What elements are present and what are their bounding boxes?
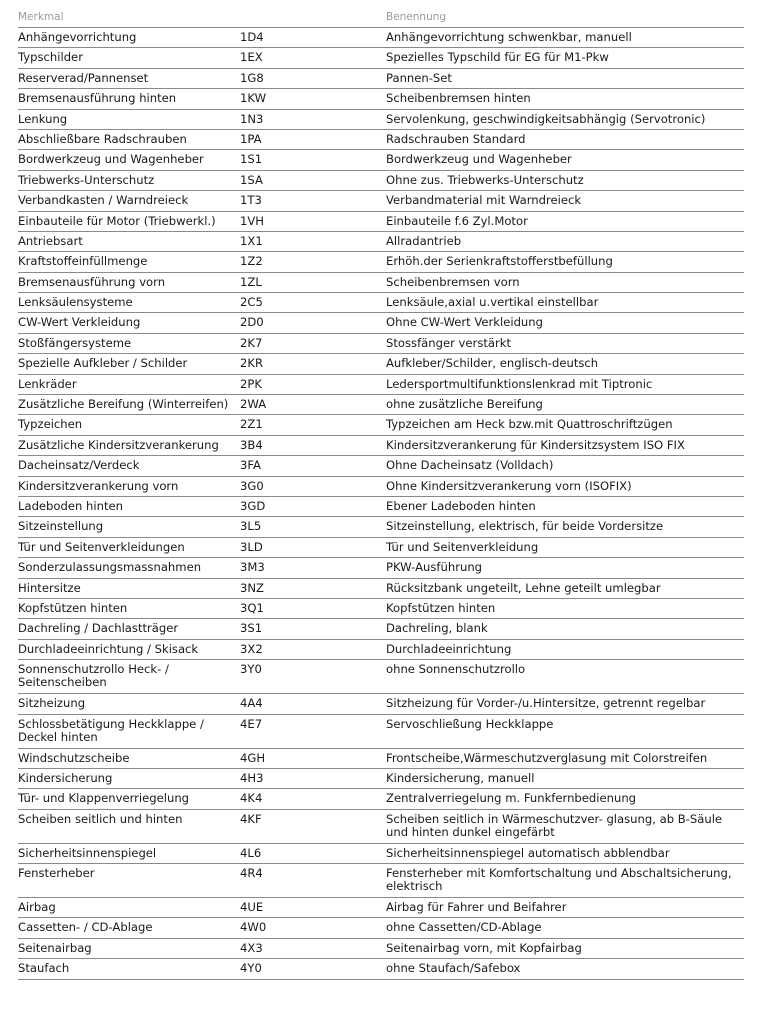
header-merkmal: Merkmal: [18, 11, 64, 23]
table-row: [18, 599, 744, 619]
benennung-cell: Ebener Ladeboden hinten: [386, 498, 536, 513]
code-cell: 4KF: [240, 811, 262, 826]
benennung-cell: Typzeichen am Heck bzw.mit Quattroschriftzügen: [386, 417, 673, 432]
benennung-cell: Ohne zus. Triebwerks-Unterschutz: [386, 172, 584, 187]
code-cell: 3M3: [240, 560, 265, 575]
table-row: [18, 232, 744, 252]
table-row: [18, 660, 744, 694]
merkmal-cell: Dacheinsatz/Verdeck: [18, 458, 140, 473]
code-cell: 1X1: [240, 233, 263, 248]
code-cell: 1KW: [240, 91, 267, 106]
benennung-cell: Scheiben seitlich in Wärmeschutzver- glasung, ab B-Säule und hinten dunkel eingefärbt: [386, 811, 723, 839]
table-header: [18, 7, 744, 28]
table-row: [18, 89, 744, 109]
merkmal-cell: Bremsenausführung hinten: [18, 91, 177, 106]
code-cell: 1Z2: [240, 254, 263, 269]
benennung-cell: PKW-Ausführung: [386, 560, 483, 575]
code-cell: 3FA: [240, 458, 261, 473]
benennung-cell: Sitzheizung für Vorder-/u.Hintersitze, getrennt regelbar: [386, 696, 706, 711]
code-cell: 3S1: [240, 621, 263, 636]
code-cell: 3G0: [240, 478, 264, 493]
code-cell: 2KR: [240, 356, 264, 371]
merkmal-cell: Kindersicherung: [18, 770, 113, 785]
merkmal-cell: Einbauteile für Motor (Triebwerkl.): [18, 213, 216, 228]
benennung-cell: Seitenairbag vorn, mit Kopfairbag: [386, 940, 582, 955]
code-cell: 2K7: [240, 335, 263, 350]
merkmal-cell: Sitzeinstellung: [18, 519, 104, 534]
code-cell: 1N3: [240, 111, 264, 126]
table-row: [18, 640, 744, 660]
code-cell: 2D0: [240, 315, 264, 330]
code-cell: 4K4: [240, 791, 263, 806]
benennung-cell: Kopfstützen hinten: [386, 600, 496, 615]
benennung-cell: Ohne Kindersitzverankerung vorn (ISOFIX): [386, 478, 632, 493]
benennung-cell: Ohne Dacheinsatz (Volldach): [386, 458, 554, 473]
code-cell: 3Y0: [240, 662, 262, 677]
code-cell: 4E7: [240, 716, 263, 731]
merkmal-cell: Sicherheitsinnenspiegel: [18, 845, 157, 860]
merkmal-cell: Antriebsart: [18, 233, 83, 248]
benennung-cell: Rücksitzbank ungeteilt, Lehne geteilt umlegbar: [386, 580, 661, 595]
table-row: [18, 28, 744, 48]
merkmal-cell: Seitenairbag: [18, 940, 92, 955]
table-row: [18, 789, 744, 809]
benennung-cell: Zentralverriegelung m. Funkfernbedienung: [386, 791, 637, 806]
merkmal-cell: Dachreling / Dachlastträger: [18, 621, 179, 636]
merkmal-cell: Cassetten- / CD-Ablage: [18, 920, 153, 935]
table-row: [18, 517, 744, 537]
code-cell: 1VH: [240, 213, 265, 228]
table-row: [18, 497, 744, 517]
benennung-cell: Einbauteile f.6 Zyl.Motor: [386, 213, 528, 228]
code-cell: 2PK: [240, 376, 262, 391]
merkmal-cell: Lenkung: [18, 111, 68, 126]
code-cell: 3B4: [240, 437, 263, 452]
table-row: [18, 579, 744, 599]
merkmal-cell: Windschutzscheibe: [18, 750, 130, 765]
merkmal-cell: Abschließbare Radschrauben: [18, 131, 187, 146]
merkmal-cell: Tür- und Klappenverriegelung: [18, 791, 190, 806]
code-cell: 4R4: [240, 866, 263, 881]
merkmal-cell: Lenkräder: [18, 376, 77, 391]
benennung-cell: Durchladeeinrichtung: [386, 641, 512, 656]
table-row: [18, 415, 744, 435]
code-cell: 2C5: [240, 295, 263, 310]
table-row: [18, 959, 744, 979]
benennung-cell: Kindersitzverankerung für Kindersitzsystem ISO FIX: [386, 437, 685, 452]
table-row: [18, 844, 744, 864]
table-row: [18, 252, 744, 272]
benennung-cell: Verbandmaterial mit Warndreieck: [386, 193, 582, 208]
merkmal-cell: Spezielle Aufkleber / Schilder: [18, 356, 188, 371]
merkmal-cell: CW-Wert Verkleidung: [18, 315, 141, 330]
benennung-cell: Radschrauben Standard: [386, 131, 526, 146]
merkmal-cell: Tür und Seitenverkleidungen: [18, 539, 185, 554]
merkmal-cell: Zusätzliche Bereifung (Winterreifen): [18, 397, 229, 412]
table-row: [18, 48, 744, 68]
benennung-cell: Dachreling, blank: [386, 621, 488, 636]
table-row: [18, 354, 744, 374]
code-cell: 4H3: [240, 770, 264, 785]
benennung-cell: Stossfänger verstärkt: [386, 335, 512, 350]
table-row: [18, 375, 744, 395]
table-row: [18, 395, 744, 415]
benennung-cell: Sitzeinstellung, elektrisch, für beide Vordersitze: [386, 519, 664, 534]
code-cell: 1SA: [240, 172, 263, 187]
equipment-table: [18, 7, 744, 980]
code-cell: 1S1: [240, 152, 263, 167]
code-cell: 1ZL: [240, 274, 262, 289]
code-cell: 1EX: [240, 50, 263, 65]
benennung-cell: Lenksäule,axial u.vertikal einstellbar: [386, 295, 599, 310]
table-row: [18, 619, 744, 639]
merkmal-cell: Fensterheber: [18, 866, 95, 881]
code-cell: 1T3: [240, 193, 262, 208]
benennung-cell: Bordwerkzeug und Wagenheber: [386, 152, 572, 167]
code-cell: 2WA: [240, 397, 267, 412]
table-row: [18, 293, 744, 313]
merkmal-cell: Durchladeeinrichtung / Skisack: [18, 641, 199, 656]
code-cell: 3Q1: [240, 600, 264, 615]
benennung-cell: Spezielles Typschild für EG für M1-Pkw: [386, 50, 609, 65]
benennung-cell: ohne Sonnenschutzrollo: [386, 662, 526, 677]
merkmal-cell: Kopfstützen hinten: [18, 600, 128, 615]
merkmal-cell: Hintersitze: [18, 580, 81, 595]
table-row: [18, 477, 744, 497]
benennung-cell: Erhöh.der Serienkraftstofferstbefüllung: [386, 254, 613, 269]
benennung-cell: Ohne CW-Wert Verkleidung: [386, 315, 543, 330]
merkmal-cell: Staufach: [18, 961, 70, 976]
merkmal-cell: Airbag: [18, 900, 56, 915]
table-row: [18, 769, 744, 789]
code-cell: 3L5: [240, 519, 262, 534]
benennung-cell: Kindersicherung, manuell: [386, 770, 535, 785]
table-row: [18, 130, 744, 150]
code-cell: 4GH: [240, 750, 266, 765]
benennung-cell: Allradantrieb: [386, 233, 462, 248]
merkmal-cell: Anhängevorrichtung: [18, 30, 137, 44]
merkmal-cell: Schlossbetätigung Heckklappe / Deckel hinten: [18, 716, 204, 744]
benennung-cell: Anhängevorrichtung schwenkbar, manuell: [386, 30, 632, 44]
benennung-cell: Servoschließung Heckklappe: [386, 716, 554, 731]
merkmal-cell: Sonnenschutzrollo Heck- / Seitenscheiben: [18, 662, 169, 690]
table-row: [18, 171, 744, 191]
merkmal-cell: Scheiben seitlich und hinten: [18, 811, 183, 826]
table-row: [18, 810, 744, 844]
code-cell: 3X2: [240, 641, 263, 656]
merkmal-cell: Ladeboden hinten: [18, 498, 123, 513]
code-cell: 1PA: [240, 131, 262, 146]
table-row: [18, 864, 744, 898]
benennung-cell: ohne Staufach/Safebox: [386, 961, 521, 976]
benennung-cell: Aufkleber/Schilder, englisch-deutsch: [386, 356, 599, 371]
table-row: [18, 918, 744, 938]
table-row: [18, 538, 744, 558]
benennung-cell: Tür und Seitenverkleidung: [386, 539, 539, 554]
benennung-cell: Frontscheibe,Wärmeschutzverglasung mit Colorstreifen: [386, 750, 708, 765]
table-row: [18, 749, 744, 769]
table-body: [18, 28, 744, 980]
merkmal-cell: Bordwerkzeug und Wagenheber: [18, 152, 204, 167]
merkmal-cell: Typschilder: [18, 50, 83, 65]
merkmal-cell: Sitzheizung: [18, 696, 86, 711]
benennung-cell: ohne zusätzliche Bereifung: [386, 397, 543, 412]
code-cell: 1D4: [240, 30, 264, 44]
code-cell: 4X3: [240, 940, 263, 955]
benennung-cell: Fensterheber mit Komfortschaltung und Abschaltsicherung, elektrisch: [386, 866, 732, 894]
code-cell: 4UE: [240, 900, 264, 915]
merkmal-cell: Kindersitzverankerung vorn: [18, 478, 179, 493]
table-row: [18, 939, 744, 959]
merkmal-cell: Kraftstoffeinfüllmenge: [18, 254, 148, 269]
benennung-cell: Sicherheitsinnenspiegel automatisch abblendbar: [386, 845, 670, 860]
merkmal-cell: Reserverad/Pannenset: [18, 70, 149, 85]
table-row: [18, 436, 744, 456]
code-cell: 1G8: [240, 70, 264, 85]
table-row: [18, 191, 744, 211]
merkmal-cell: Zusätzliche Kindersitzverankerung: [18, 437, 219, 452]
code-cell: 3GD: [240, 498, 266, 513]
benennung-cell: Pannen-Set: [386, 70, 452, 85]
table-row: [18, 313, 744, 333]
table-row: [18, 715, 744, 749]
table-row: [18, 694, 744, 714]
benennung-cell: Airbag für Fahrer und Beifahrer: [386, 900, 567, 915]
code-cell: 3LD: [240, 539, 263, 554]
table-row: [18, 334, 744, 354]
table-row: [18, 69, 744, 89]
benennung-cell: ohne Cassetten/CD-Ablage: [386, 920, 542, 935]
benennung-cell: Servolenkung, geschwindigkeitsabhängig (Servotronic): [386, 111, 706, 126]
merkmal-cell: Stoßfängersysteme: [18, 335, 132, 350]
merkmal-cell: Lenksäulensysteme: [18, 295, 133, 310]
table-row: [18, 212, 744, 232]
table-row: [18, 898, 744, 918]
merkmal-cell: Verbandkasten / Warndreieck: [18, 193, 189, 208]
code-cell: 4W0: [240, 920, 267, 935]
table-row: [18, 110, 744, 130]
merkmal-cell: Bremsenausführung vorn: [18, 274, 166, 289]
merkmal-cell: Sonderzulassungsmassnahmen: [18, 560, 202, 575]
benennung-cell: Ledersportmultifunktionslenkrad mit Tiptronic: [386, 376, 653, 391]
code-cell: 4Y0: [240, 961, 262, 976]
code-cell: 2Z1: [240, 417, 263, 432]
table-row: [18, 558, 744, 578]
table-row: [18, 150, 744, 170]
benennung-cell: Scheibenbremsen hinten: [386, 91, 531, 106]
merkmal-cell: Typzeichen: [18, 417, 83, 432]
header-benennung: Benennung: [386, 11, 447, 23]
table-row: [18, 273, 744, 293]
benennung-cell: Scheibenbremsen vorn: [386, 274, 520, 289]
merkmal-cell: Triebwerks-Unterschutz: [18, 172, 155, 187]
table-row: [18, 456, 744, 476]
code-cell: 4L6: [240, 845, 262, 860]
code-cell: 4A4: [240, 696, 263, 711]
code-cell: 3NZ: [240, 580, 264, 595]
